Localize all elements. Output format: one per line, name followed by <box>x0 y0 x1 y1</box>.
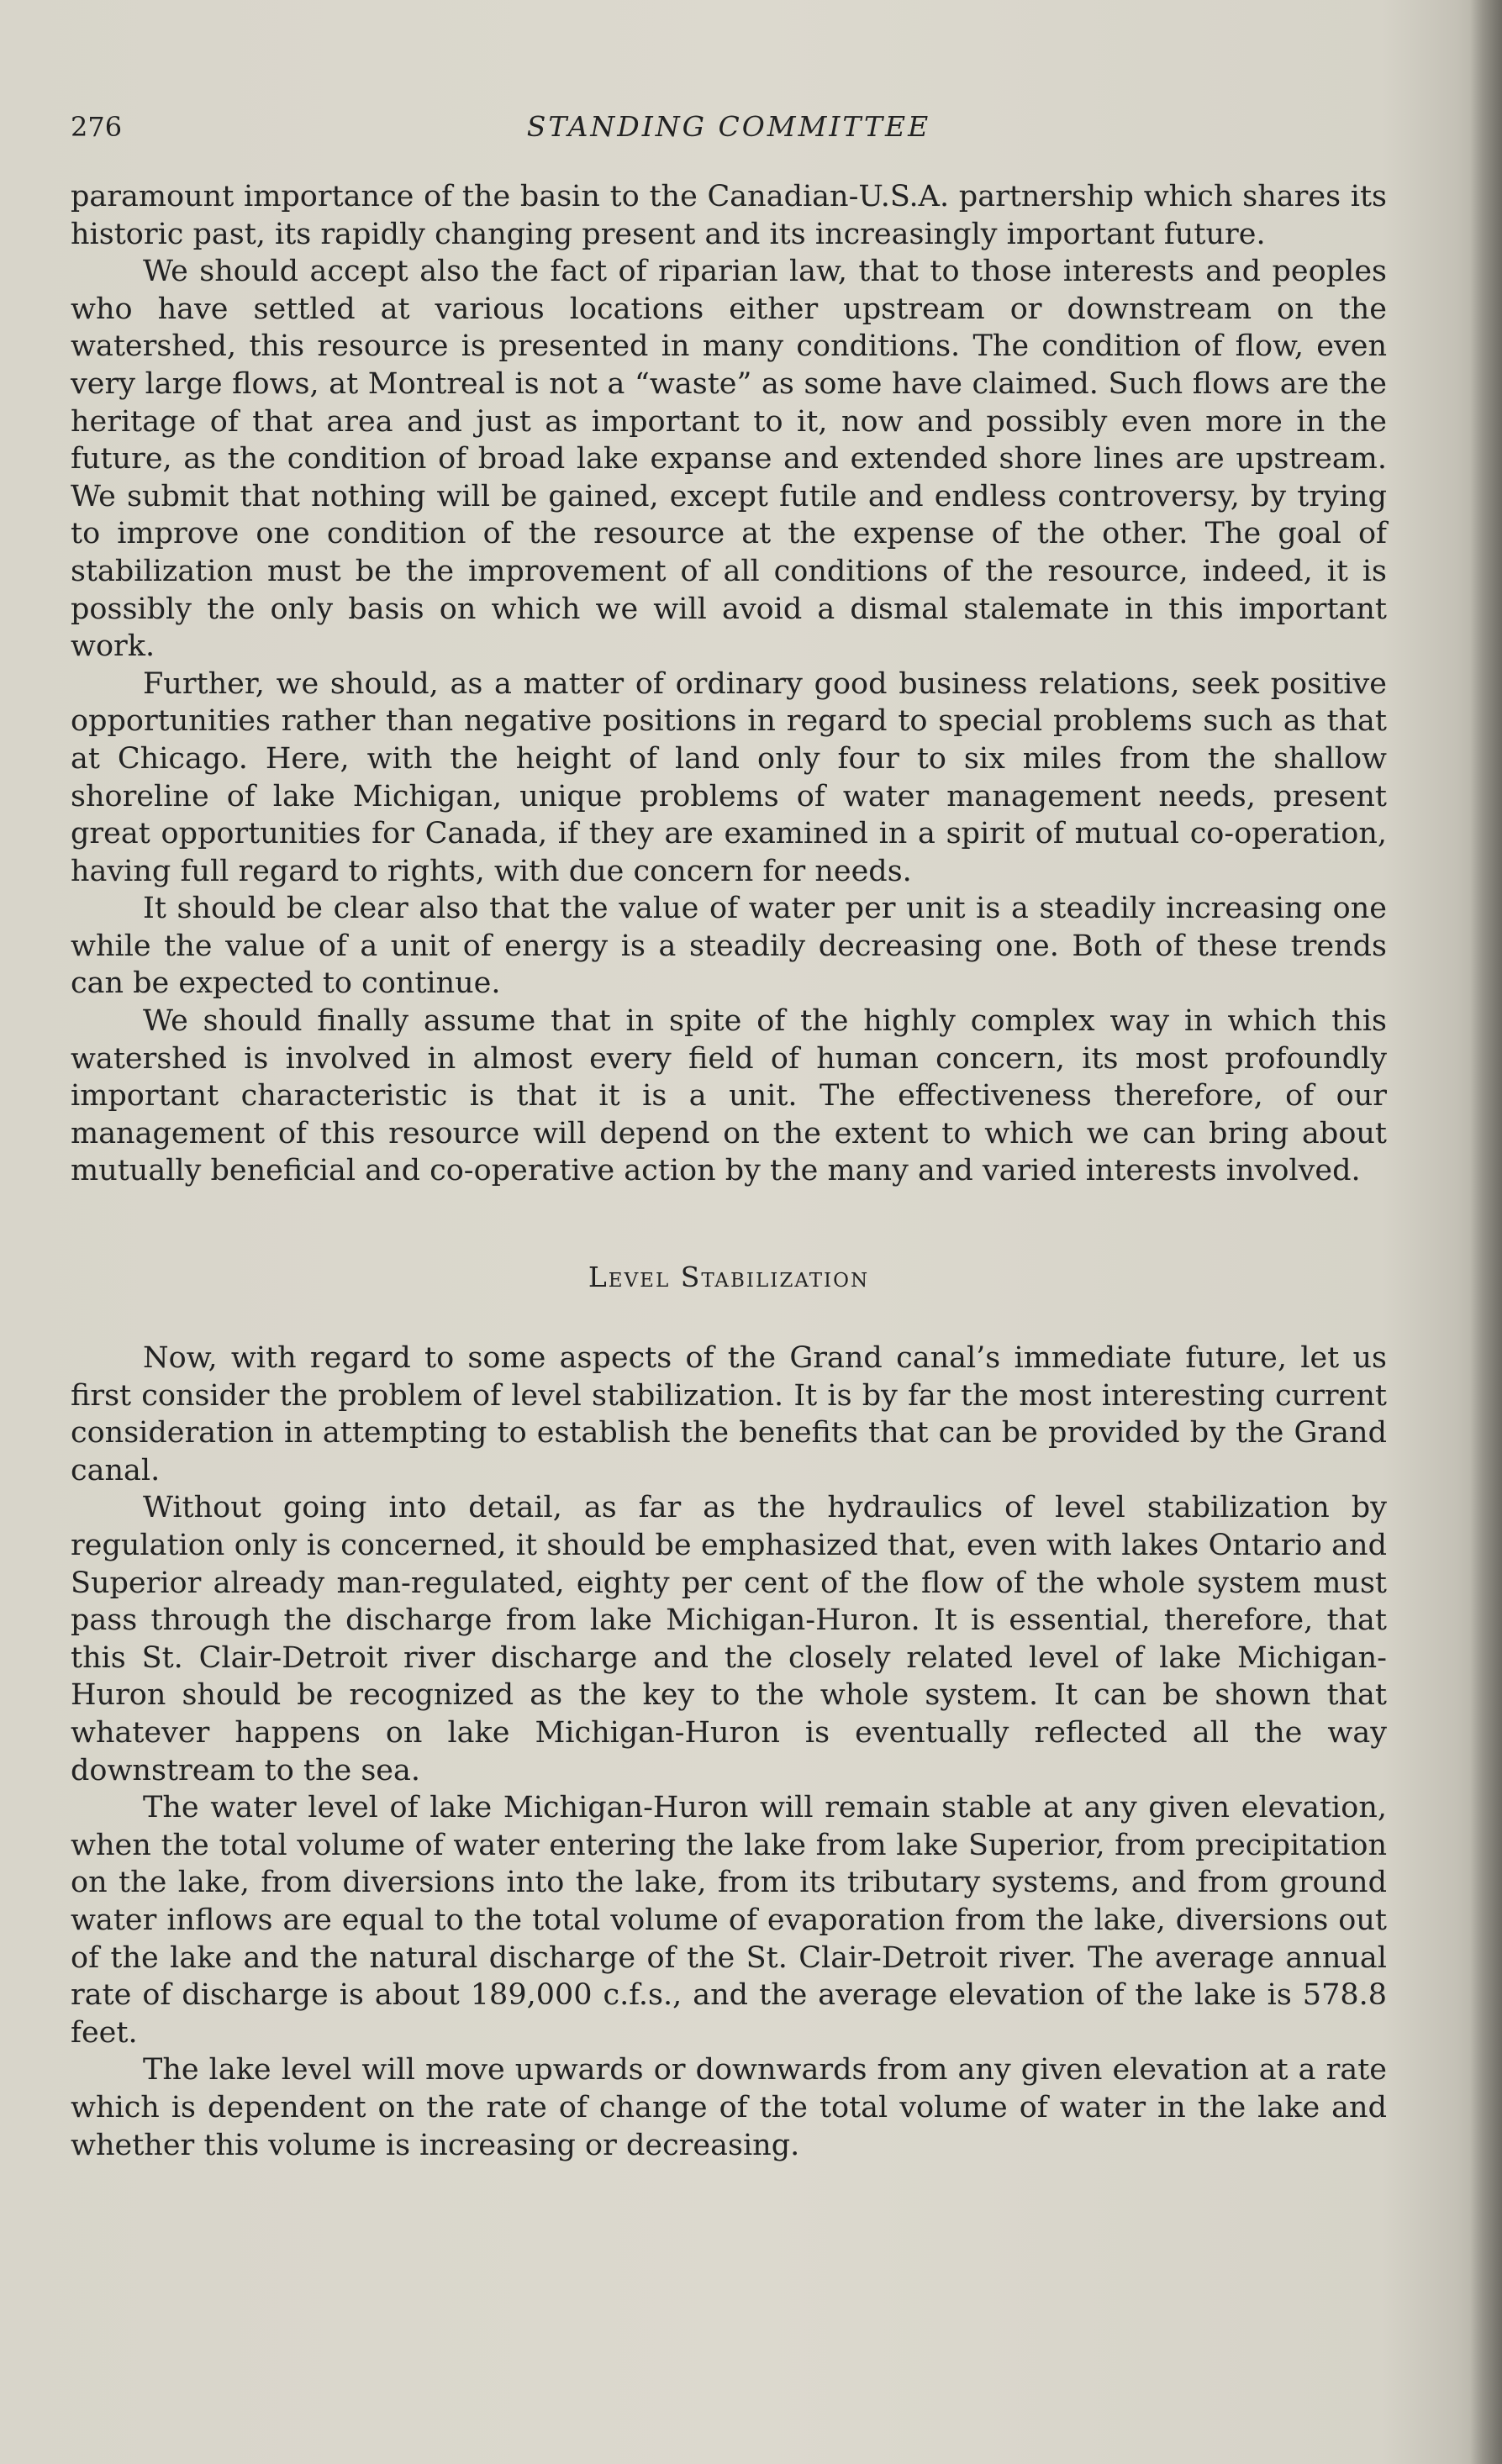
page-number: 276 <box>71 111 123 143</box>
page-header <box>71 106 1387 148</box>
paragraph-water-level: The water level of lake Michigan-Huron will remain stable at any given elevation, when the total volume of water entering the lake from lake Superior, from precipitation on the lake, from diversions into the lake, from its tributary systems, and from ground water inflows are equal to the total volume of evaporation from the lake, diversions out of the lake and the natural discharge of the St. Clair-Detroit river. The average annual rate of discharge is about 189,000 c.f.s., and the average elevation of the lake is 578.8 feet. <box>71 1791 1387 2050</box>
paragraph-continuation: paramount importance of the basin to the Canadian-U.S.A. partnership which shares its historic past, its rapidly changing present and its increasingly important future. <box>71 180 1387 251</box>
book-spine-shadow <box>1470 0 1502 2464</box>
paragraph-watershed-unit: We should finally assume that in spite of the highly complex way in which this watershed is involved in almost every field of human concern, its most profoundly important characteristic is that it is a unit. The effectiveness therefore, of our management of this resource will depend on the extent to which we can bring about mutually beneficial and co-operative action by the many and varied interests involved. <box>71 1004 1387 1188</box>
paragraph-riparian-law: We should accept also the fact of riparian law, that to those interests and peoples who have settled at various locations either upstream or downstream on the watershed, this resource is presented in many conditions. The condition of flow, even very large flows, at Montreal is not a “waste” as some have claimed. Such flows are the heritage of that area and just as important to it, now and possibly even more in the future, as the condition of broad lake expanse and extended shore lines are upstream. We submit that nothing will be gained, except futile and endless controversy, by trying to improve one condition of the resource at the expense of the other. The goal of stabilization must be the improvement of all conditions of the resource, indeed, it is possibly the only basis on which we will avoid a dismal stalemate in this important work. <box>71 255 1387 664</box>
paragraph-value-of-water: It should be clear also that the value of water per unit is a steadily increasing one while the value of a unit of energy is a steadily decreasing one. Both of these trends can be expected to continue. <box>71 892 1387 1001</box>
paragraph-chicago: Further, we should, as a matter of ordinary good business relations, seek positive opportunities rather than negative positions in regard to special problems such as that at Chicago. Here, with the height of land only four to six miles from the shallow shoreline of lake Michigan, unique problems of water management needs, present great opportunities for Canada, if they are examined in a spirit of mutual co-operation, having full regard to rights, with due concern for needs. <box>71 666 1387 888</box>
running-title: STANDING COMMITTEE <box>526 110 931 143</box>
paragraph-hydraulics: Without going into detail, as far as the hydraulics of level stabilization by regulation only is concerned, it should be emphasized that, even with lakes Ontario and Superior already man-regulated, eighty per cent of the flow of the whole system must pass through the discharge from lake Michigan-Huron. It is essential, therefore, that this St. Clair-Detroit river discharge and the closely related level of lake Michigan-Huron should be recognized as the key to the whole system. It can be shown that whatever happens on lake Michigan-Huron is eventually reflected all the way downstream to the sea. <box>71 1491 1387 1787</box>
paragraph-lake-level: The lake level will move upwards or downwards from any given elevation at a rate which is dependent on the rate of change of the total volume of water in the lake and whether this volume is increasing or decreasing. <box>71 2053 1387 2162</box>
paragraph-grand-canal: Now, with regard to some aspects of the Grand canal’s immediate future, let us first consider the problem of level stabilization. It is by far the most interesting current consideration in attempting to establish the benefits that can be provided by the Grand canal. <box>71 1341 1387 1487</box>
section-heading: Level Stabilization <box>588 1261 870 1294</box>
body-text <box>71 178 1387 2164</box>
